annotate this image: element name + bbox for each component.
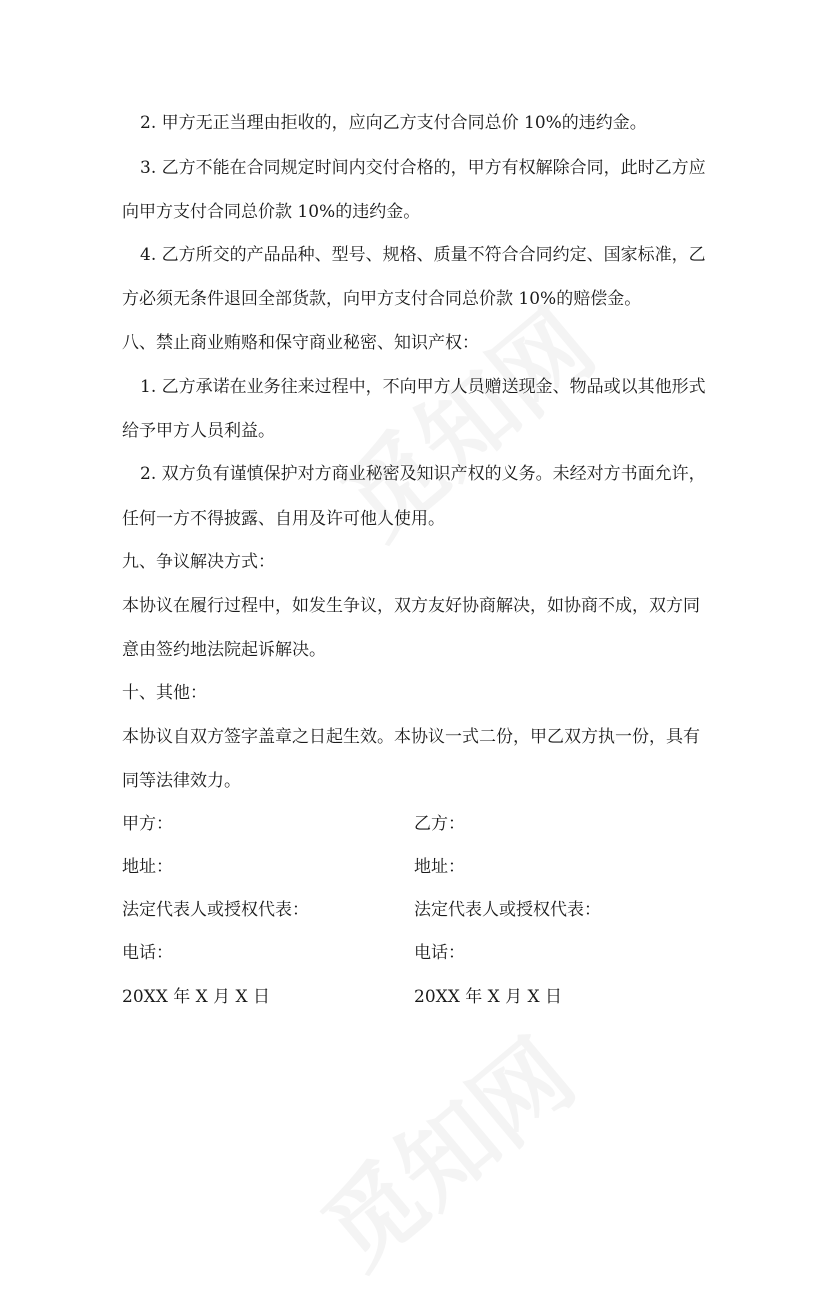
paragraph-text: 3. 乙方不能在合同规定时间内交付合格的，甲方有权解除合同，此时乙方应 [140, 158, 706, 178]
paragraph-text: 1. 乙方承诺在业务往来过程中，不向甲方人员赠送现金、物品或以其他形式 [140, 377, 706, 397]
party-b-representative: 法定代表人或授权代表： [414, 900, 601, 920]
paragraph-text: 同等法律效力。 [122, 771, 241, 791]
paragraph-text: 方必须无条件退回全部货款，向甲方支付合同总价款 10%的赔偿金。 [122, 289, 642, 309]
watermark-bottom [290, 1003, 599, 1293]
section-heading: 八、禁止商业贿赂和保守商业秘密、知识产权： [122, 333, 479, 353]
party-a-representative: 法定代表人或授权代表： [122, 900, 309, 920]
party-a-address: 地址： [122, 857, 173, 877]
section-heading: 十、其他： [122, 683, 207, 703]
party-b-phone: 电话： [414, 943, 465, 963]
party-a-label: 甲方： [122, 814, 173, 834]
paragraph-text: 本协议在履行过程中，如发生争议，双方友好协商解决，如协商不成，双方同 [122, 596, 700, 616]
paragraph-text: 意由签约地法院起诉解决。 [122, 640, 326, 660]
paragraph-text: 4. 乙方所交的产品品种、型号、规格、质量不符合合同约定、国家标准，乙 [140, 245, 706, 265]
paragraph-text: 2. 双方负有谨慎保护对方商业秘密及知识产权的义务。未经对方书面允许， [140, 464, 706, 484]
paragraph-text: 2. 甲方无正当理由拒收的，应向乙方支付合同总价 10%的违约金。 [140, 113, 647, 133]
paragraph-text: 给予甲方人员利益。 [122, 421, 275, 441]
party-b-address: 地址： [414, 857, 465, 877]
paragraph-text: 本协议自双方签字盖章之日起生效。本协议一式二份，甲乙双方执一份，具有 [122, 727, 700, 747]
paragraph-text: 向甲方支付合同总价款 10%的违约金。 [122, 202, 421, 222]
party-b-date: 20XX 年 X 月 X 日 [414, 987, 563, 1007]
party-a-phone: 电话： [122, 943, 173, 963]
section-heading: 九、争议解决方式： [122, 552, 275, 572]
party-a-date: 20XX 年 X 月 X 日 [122, 987, 271, 1007]
party-b-label: 乙方： [414, 814, 465, 834]
paragraph-text: 任何一方不得披露、自用及许可他人使用。 [122, 509, 445, 529]
